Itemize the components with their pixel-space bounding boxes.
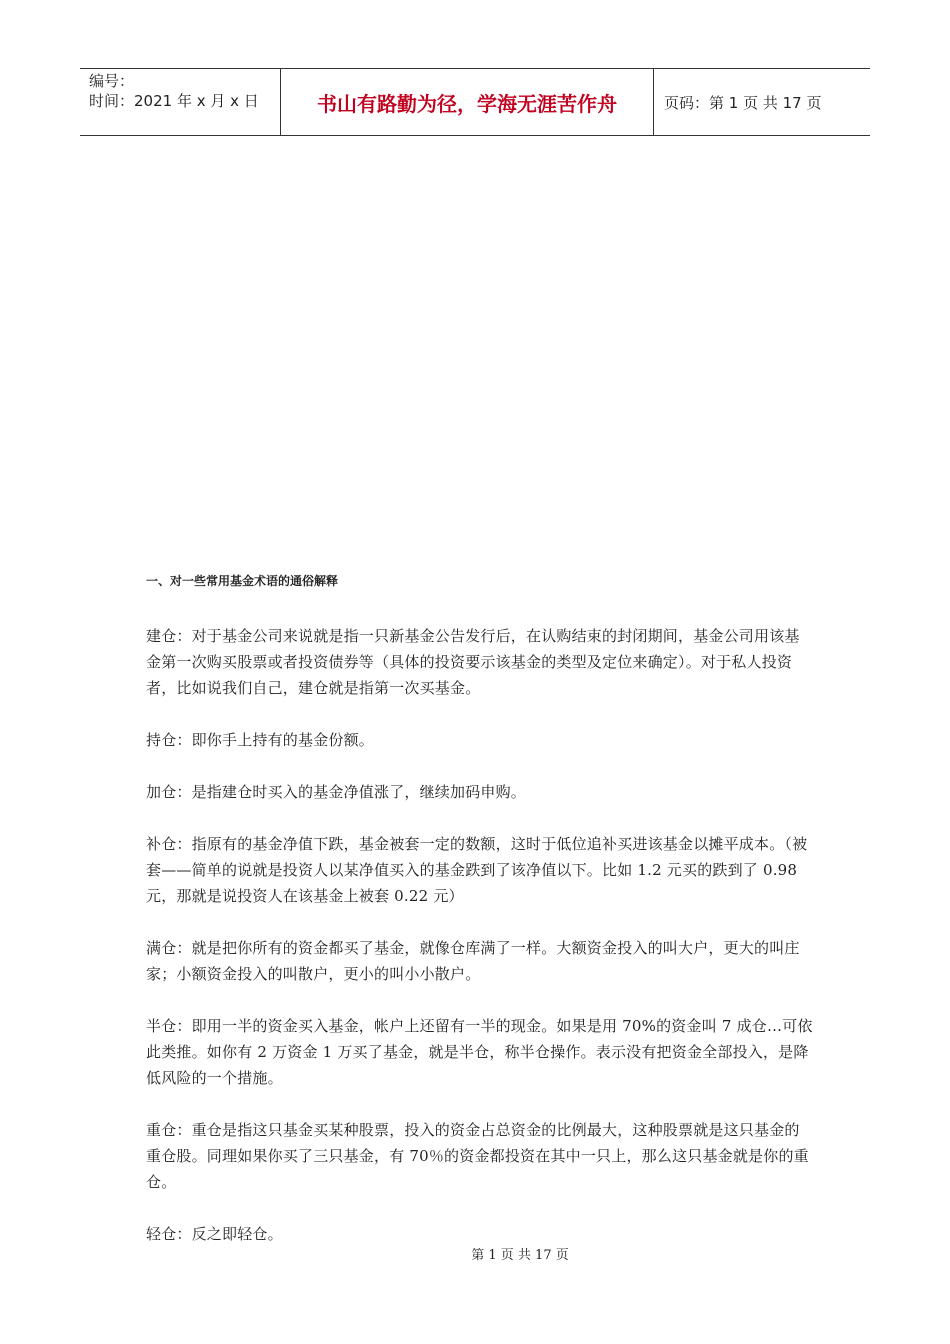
time-label: 时间：2021 年 x 月 x 日 <box>89 92 259 110</box>
page-footer: 第 1 页 共 17 页 <box>471 1248 569 1263</box>
header-meta <box>80 69 281 135</box>
header-motto <box>281 69 654 135</box>
paragraph-chicang: 持仓：即你手上持有的基金份额。 <box>146 731 375 749</box>
document-body <box>146 572 814 1273</box>
paragraph-mancang: 满仓：就是把你所有的资金都买了基金，就像仓库满了一样。大额资金投入的叫大户，更大的叫庄家；小额资金投入的叫散户，更小的叫小小散户。 <box>146 939 800 983</box>
number-label: 编号： <box>89 72 135 90</box>
paragraph-qingcang: 轻仓：反之即轻仓。 <box>146 1225 283 1243</box>
paragraph-jiacang: 加仓：是指建仓时买入的基金净值涨了，继续加码申购。 <box>146 783 527 801</box>
paragraph-bancang: 半仓：即用一半的资金买入基金，帐户上还留有一半的现金。如果是用 70%的资金叫 7 成仓…可依此类推。如你有 2 万资金 1 万买了基金，就是半仓，称半仓操作。表示没有把资金全部投入，是降低风险的一个措施。 <box>146 1017 813 1087</box>
paragraph-bucang: 补仓：指原有的基金净值下跌，基金被套一定的数额，这时于低位追补买进该基金以摊平成本。（被套——简单的说就是投资人以某净值买入的基金跌到了该净值以下。比如 1.2 元买的跌到了 0.98 元，那就是说投资人在该基金上被套 0.22 元） <box>146 835 808 905</box>
paragraph-zhongcang: 重仓：重仓是指这只基金买某种股票，投入的资金占总资金的比例最大，这种股票就是这只基金的重仓股。同理如果你买了三只基金，有 70％的资金都投资在其中一只上，那么这只基金就是你的重仓。 <box>146 1121 809 1191</box>
section-title: 一、对一些常用基金术语的通俗解释 <box>146 574 339 588</box>
page-code-text: 页码：第 1 页 共 17 页 <box>664 93 822 112</box>
document-header <box>80 68 870 136</box>
paragraph-jiancang: 建仓：对于基金公司来说就是指一只新基金公告发行后，在认购结束的封闭期间，基金公司用该基金第一次购买股票或者投资债券等（具体的投资要示该基金的类型及定位来确定）。对于私人投资者，比如说我们自己，建仓就是指第一次买基金。 <box>146 627 800 697</box>
motto-text: 书山有路勤为径，学海无涯苦作舟 <box>317 91 617 116</box>
header-page-code <box>654 69 870 135</box>
